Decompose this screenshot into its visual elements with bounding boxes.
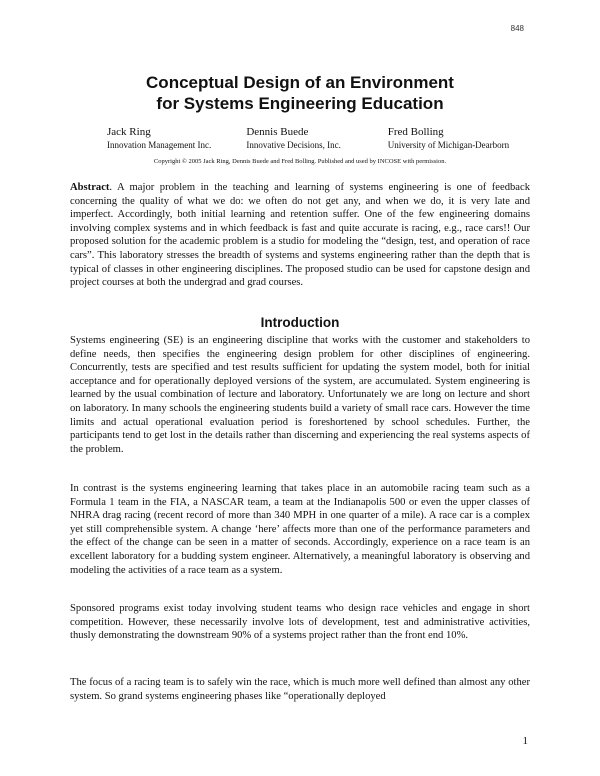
author-affiliation: University of Michigan-Dearborn — [387, 140, 510, 150]
author-list — [107, 125, 537, 151]
author-affiliation: Innovation Management Inc. — [107, 140, 212, 150]
author-block — [388, 125, 537, 151]
author-block — [107, 125, 246, 151]
author-affiliation: Innovative Decisions, Inc. — [246, 140, 341, 150]
abstract-paragraph — [70, 181, 530, 290]
author-block — [246, 125, 387, 151]
section-heading-introduction: Introduction — [260, 315, 340, 330]
copyright-notice: Copyright © 2005 Jack Ring, Dennis Buede and Fred Bolling. Published and used by INCOSE with permission. — [153, 158, 447, 165]
author-name: Fred Bolling — [387, 126, 444, 138]
abstract-label: Abstract — [70, 182, 110, 193]
footer-page-number: 1 — [522, 735, 528, 747]
body-paragraph: In contrast is the systems engineering learning that takes place in an automobile racing team such as a Formula 1 team in the FIA, a NASCAR team, a team at the Indianapolis 500 or even the upper classes of NHRA drag racing (recent record of more than 340 MPH in one quarter of a mile). A race car is a complex yet still comprehensible system. A change ‘here’ affects more than one of the performance parameters and the effect of the change can be seen in a matter of seconds. Accordingly, experience on a race team is an excellent laboratory for a budding system engineer. Alternatively, a meaningful laboratory is observing and modeling the activities of a race team as a system. — [70, 483, 530, 576]
corner-page-number: 848 — [510, 24, 524, 33]
title-line-1: Conceptual Design of an Environment — [146, 73, 454, 92]
paper-title — [0, 72, 600, 114]
abstract-text: . A major problem in the teaching and learning of systems engineering is one of feedback concerning the quality of what we do: we often do not get any, and when we do, it is very late and imperfect. Accordingly, both initial learning and retention suffer. One of the few engineering domains involving complex systems and in which feedback is fast and quite accurate is racing, e.g., race cars!! Our proposed solution for the academic problem is a studio for modeling the “design, test, and operation of race cars”. This laboratory stresses the breadth of systems and systems engineering rather than the depth that is typical of classes in other engineering disciplines. The proposed studio can be used for capstone design and project courses at both the undergrad and grad courses. — [70, 182, 530, 289]
author-name: Jack Ring — [107, 126, 151, 138]
author-name: Dennis Buede — [246, 126, 309, 138]
body-paragraph: The focus of a racing team is to safely win the race, which is much more well defined than almost any other system. So grand systems engineering phases like “operationally deployed — [70, 677, 530, 702]
body-paragraph: Sponsored programs exist today involving student teams who design race vehicles and engage in short competition. However, these necessarily involve lots of development, test and administrative activities, thusly demonstrating the downstream 90% of a systems project rather than the front end 10%. — [70, 603, 530, 642]
body-paragraph: Systems engineering (SE) is an engineering discipline that works with the customer and stakeholders to define needs, then specifies the engineering design problem for other disciplines of engineering. Concurrently, tests are specified and test results sufficient for updating the system model, both for initial acceptance and for operationally deployed versions of the system, are accumulated. System engineering is learned by the usual combination of lecture and laboratory. Unfortunately we are long on lecture and short on laboratory. In many schools the engineering students build a variety of small race cars. However the time limits and actual operational evaluation period is foreshortened by school schedules. Further, the participants tend to get lost in the details rather than discerning and experiencing the real systems aspects of the problem. — [70, 335, 530, 455]
title-line-2: for Systems Engineering Education — [156, 94, 444, 113]
